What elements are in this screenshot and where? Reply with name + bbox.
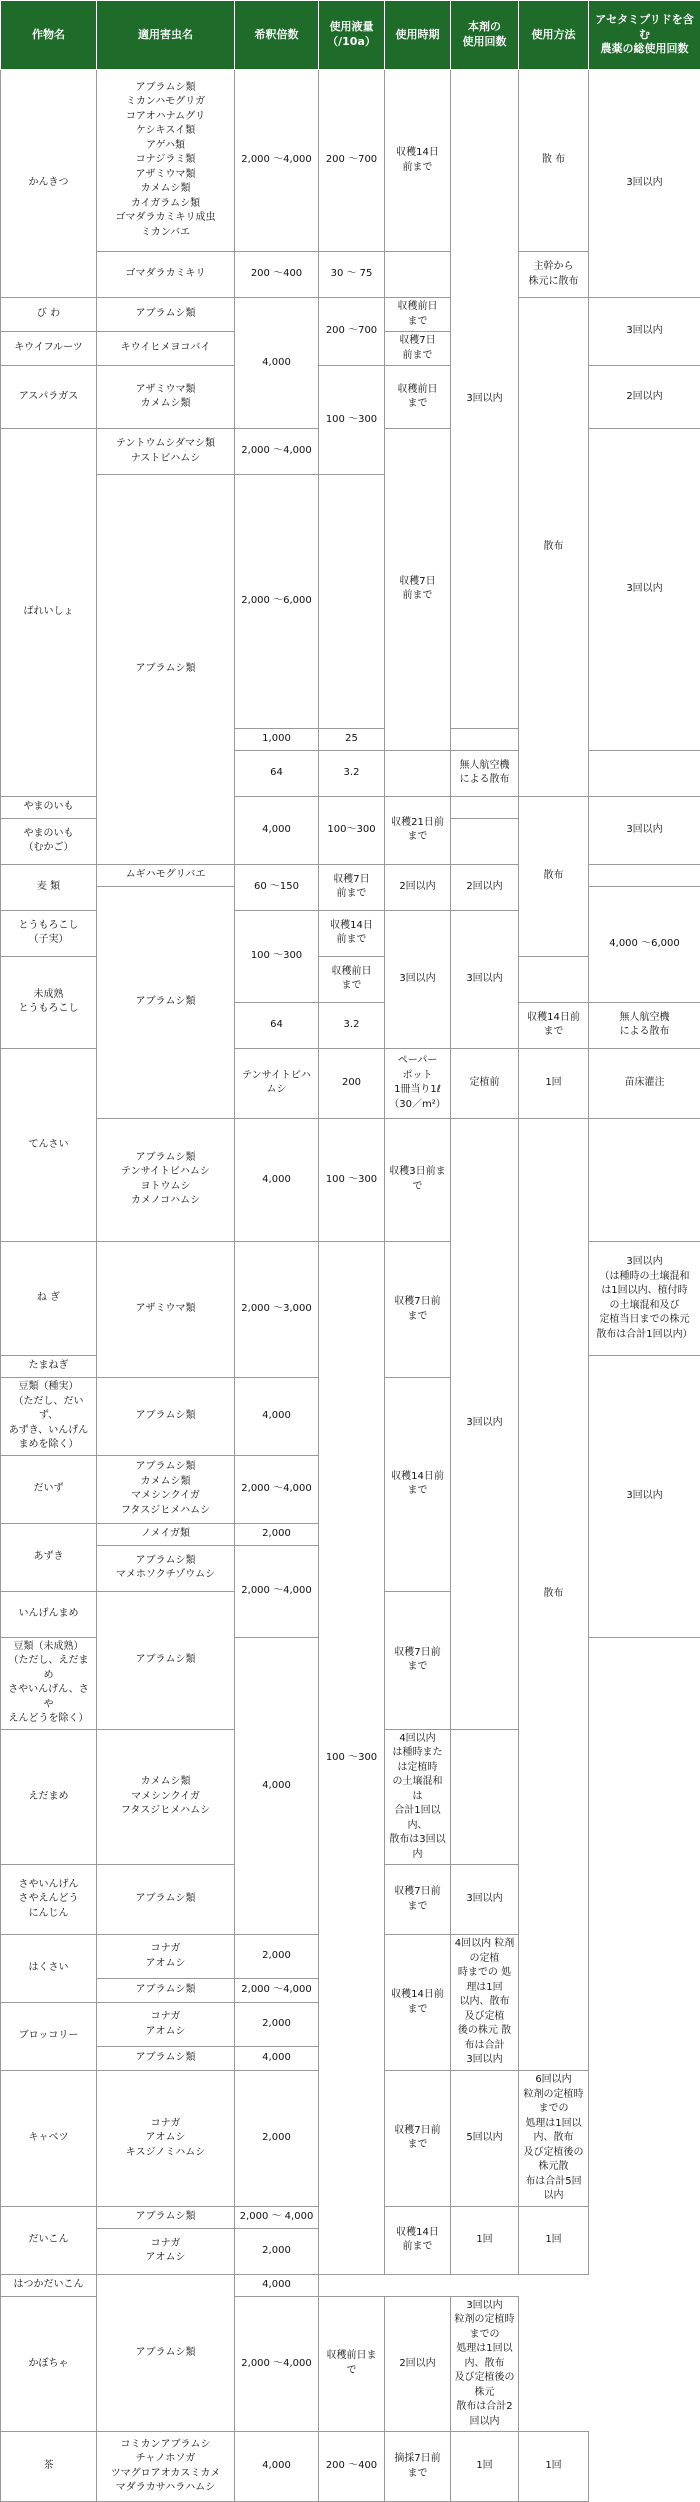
table-cell: 苗床灌注 — [589, 1048, 700, 1118]
table-cell: だいこん — [1, 2206, 97, 2274]
table-cell: 収穫14日 前まで — [385, 70, 451, 252]
table-cell: 収穫7日前 まで — [385, 2071, 451, 2207]
table-cell: 4,000 — [235, 298, 319, 429]
table-cell: 100 ～300 — [235, 910, 319, 1002]
table-cell: コナガ アオムシ — [97, 2003, 235, 2047]
table-cell — [319, 475, 385, 729]
table-cell: アブラムシ類 — [97, 298, 235, 332]
table-cell: 収穫14日 前まで — [319, 910, 385, 956]
table-cell: テントウムシダマシ類 ナストビハムシ — [97, 429, 235, 475]
table-cell: 2,000 — [235, 1523, 319, 1545]
table-cell: 散布 — [519, 796, 589, 956]
table-cell: 3.2 — [319, 750, 385, 796]
table-cell: ばれいしょ — [1, 429, 97, 797]
table-cell: 収穫7日 前まで — [385, 429, 451, 751]
table-cell: 収穫前日 まで — [385, 366, 451, 429]
table-cell: 未成熟 とうもろこし — [1, 956, 97, 1048]
table-cell: 100 ～300 — [319, 1242, 385, 2275]
table-cell: ブロッコリー — [1, 2003, 97, 2071]
table-cell: コナガ アオムシ — [97, 1935, 235, 1979]
table-cell: 2,000 ～4,000 — [235, 1545, 319, 1637]
table-row — [1, 2274, 700, 2296]
table-cell: 摘採7日前 まで — [385, 2432, 451, 2502]
table-cell: 2,000 — [235, 2003, 319, 2047]
table-cell: 100 ～300 — [319, 366, 385, 475]
table-cell: 4回以内 は種時または定植時 の土壌混和は 合計1回以内、 散布は3回以内 — [385, 1729, 451, 1865]
header-dilution: 希釈倍数 — [235, 1, 319, 70]
header-pest: 適用害虫名 — [97, 1, 235, 70]
table-cell: アブラムシ類 ミカンハモグリガ コアオハナムグリ ケシキスイ類 アゲハ類 コナジラミ類 アザミウマ類 カメムシ類 カイガラムシ類 ゴマダラカミキリ成虫 ミカンバエ — [97, 70, 235, 252]
table-cell: 2,000 ～4,000 — [235, 70, 319, 252]
table-cell: 60 ～150 — [235, 864, 319, 910]
table-row — [1, 864, 700, 886]
table-cell: 2,000 ～4,000 — [235, 2296, 319, 2432]
header-method: 使用方法 — [519, 1, 589, 70]
table-cell: キウイヒメヨコバイ — [97, 332, 235, 366]
table-cell: 2回以内 — [385, 864, 451, 910]
table-cell: 5回以内 — [451, 2071, 519, 2207]
table-cell: 無人航空機 による散布 — [451, 750, 519, 796]
table-cell: 3回以内 — [451, 70, 519, 729]
table-row — [1, 366, 700, 429]
table-cell: ゴマダラカミキリ — [97, 252, 235, 298]
table-cell: 1回 — [519, 2432, 589, 2502]
table-cell: 3回以内 — [589, 298, 700, 366]
table-cell: あずき — [1, 1523, 97, 1591]
table-cell: 主幹から 株元に散布 — [519, 252, 589, 298]
table-cell: 定植前 — [451, 1048, 519, 1118]
table-cell: 4回以内 粒剤の定植 時までの 処理は1回 以内、散布 及び定植 後の株元 散布は合計 3回以内 — [451, 1935, 519, 2071]
table-cell: 100 ～300 — [319, 1118, 385, 1242]
table-cell: 収穫7日前 まで — [385, 1865, 451, 1935]
table-cell: 3回以内 — [451, 910, 519, 1048]
table-cell: 2,000 — [235, 2071, 319, 2207]
table-cell: 豆類（種実） （ただし、だいず、 あずき、いんげん まめを除く） — [1, 1378, 97, 1456]
table-cell: 収穫7日前 まで — [385, 1591, 451, 1729]
table-body — [1, 70, 700, 2502]
table-cell: 4,000 — [235, 1378, 319, 1456]
table-cell: 散 布 — [519, 70, 589, 252]
table-cell: 1,000 — [235, 728, 319, 750]
table-cell: アブラムシ類 — [97, 1979, 235, 2003]
table-cell: 3回以内 — [385, 910, 451, 1048]
table-row — [1, 1242, 700, 1356]
table-cell: たまねぎ — [1, 1356, 97, 1378]
table-cell: ノメイガ類 — [97, 1523, 235, 1545]
table-cell: 4,000 — [235, 2274, 319, 2296]
table-cell: 茶 — [1, 2432, 97, 2502]
table-cell: 200 ～700 — [319, 298, 385, 366]
table-cell — [451, 796, 519, 818]
table-cell: とうもろこし （子実） — [1, 910, 97, 956]
table-cell: てんさい — [1, 1048, 97, 1242]
table-cell: 2回以内 — [451, 864, 519, 910]
table-cell: アブラムシ類 — [97, 475, 235, 865]
table-cell: はつかだいこん — [1, 2274, 97, 2296]
table-cell: 6回以内 粒剤の定植時までの 処理は1回以内、散布 及び定植後の株元散 布は合計5回以内 — [519, 2071, 589, 2207]
table-cell: 2,000 — [235, 2228, 319, 2274]
table-cell: 3回以内 — [589, 70, 700, 298]
table-row — [1, 2432, 700, 2502]
table-header-row — [1, 1, 700, 70]
table-cell: 2回以内 — [385, 2296, 451, 2432]
table-cell: アブラムシ類 — [97, 2047, 235, 2071]
table-cell: 収穫7日 前まで — [319, 864, 385, 910]
table-cell: アブラムシ類 — [97, 1591, 235, 1729]
table-cell: かんきつ — [1, 70, 97, 298]
table-cell: アブラムシ類 — [97, 886, 235, 1118]
table-cell: 2,000 — [235, 1935, 319, 1979]
table-cell: アブラムシ類 — [97, 2206, 235, 2228]
table-cell: 200 — [319, 1048, 385, 1118]
table-cell: 収穫前日ま で — [319, 2296, 385, 2432]
table-cell: さやいんげん さやえんどう にんじん — [1, 1865, 97, 1935]
table-cell: 64 — [235, 1002, 319, 1048]
table-cell: 3回以内 — [451, 1118, 519, 1729]
table-cell: 1回 — [451, 2432, 519, 2502]
table-row — [1, 1118, 700, 1242]
table-cell: 100～300 — [319, 796, 385, 864]
table-cell: 2回以内 — [589, 366, 700, 429]
table-cell: アスパラガス — [1, 366, 97, 429]
table-row — [1, 298, 700, 332]
table-cell: 収穫14日前 まで — [385, 1378, 451, 1592]
table-cell: 3回以内 粒剤の定植時までの 処理は1回以内、散布 及び定植後の株元 散布は合計2回以内 — [451, 2296, 519, 2432]
table-cell: カメムシ類 マメシンクイガ フタスジヒメハムシ — [97, 1729, 235, 1865]
table-cell: 散布 — [519, 298, 589, 797]
table-cell: 3回以内 — [589, 429, 700, 751]
table-cell: 無人航空機 による散布 — [589, 1002, 700, 1048]
header-volume: 使用液量 （/10a） — [319, 1, 385, 70]
table-cell: ペーパー ポット 1冊当り1ℓ （30／m²） — [385, 1048, 451, 1118]
table-cell: アブラムシ類 マメホソクチゾウムシ — [97, 1545, 235, 1591]
table-cell: 1回 — [519, 2206, 589, 2274]
table-cell: アブラムシ類 カメムシ類 マメシンクイガ フタスジヒメハムシ — [97, 1455, 235, 1523]
table-cell: アブラムシ類 — [97, 2274, 235, 2432]
table-cell: 収穫3日前ま で — [385, 1118, 451, 1242]
table-cell: 収穫21日前 まで — [385, 796, 451, 864]
table-cell: 散布 — [519, 1118, 589, 2071]
table-cell: 1回 — [519, 1048, 589, 1118]
table-cell: えだまめ — [1, 1729, 97, 1865]
table-cell: キウイフルーツ — [1, 332, 97, 366]
table-cell: いんげんまめ — [1, 1591, 97, 1637]
table-cell: 4,000 ～6,000 — [589, 886, 700, 1002]
table-cell: アブラムシ類 テンサイトビハムシ ヨトウムシ カメノコハムシ — [97, 1118, 235, 1242]
table-cell: 収穫7日 前まで — [385, 332, 451, 366]
table-cell: コナガ アオムシ — [97, 2228, 235, 2274]
table-cell: 30 ～ 75 — [319, 252, 385, 298]
table-cell: 2,000 ～4,000 — [235, 1979, 319, 2003]
table-cell — [385, 750, 451, 796]
table-cell: 25 — [319, 728, 385, 750]
table-cell: 2,000 ～3,000 — [235, 1242, 319, 1378]
table-cell: アブラムシ類 — [97, 1378, 235, 1456]
table-cell: 収穫前日 まで — [385, 298, 451, 332]
table-cell: やまのいも — [1, 796, 97, 818]
table-cell: 3回以内 — [451, 1865, 519, 1935]
table-cell: 麦 類 — [1, 864, 97, 910]
table-cell: 3回以内 — [589, 1356, 700, 1638]
table-cell: 収穫前日 まで — [319, 956, 385, 1002]
table-cell: 2,000 ～6,000 — [235, 475, 319, 729]
table-cell: 4,000 — [235, 1637, 319, 1935]
table-cell: テンサイトビハムシ — [235, 1048, 319, 1118]
table-cell: 4,000 — [235, 2432, 319, 2502]
table-cell: び わ — [1, 298, 97, 332]
table-cell: 3回以内 （は種時の土壌混和 は1回以内、植付時 の土壌混和及び 定植当日までの株元 散布は合計1回以内） — [589, 1242, 700, 1356]
header-timing: 使用時期 — [385, 1, 451, 70]
header-total-count: アセタミプリドを含む 農薬の総使用回数 — [589, 1, 700, 70]
table-cell: 収穫14日前 まで — [519, 1002, 589, 1048]
table-cell: 2,000 ～4,000 — [235, 1455, 319, 1523]
table-cell: はくさい — [1, 1935, 97, 2003]
table-cell: 200 ～400 — [319, 2432, 385, 2502]
table-cell: やまのいも （むかご） — [1, 818, 97, 864]
table-cell: 3.2 — [319, 1002, 385, 1048]
table-cell: 200 ～400 — [235, 252, 319, 298]
table-cell: アザミウマ類 — [97, 1242, 235, 1378]
table-cell: ね ぎ — [1, 1242, 97, 1356]
table-cell: 3回以内 — [589, 796, 700, 864]
table-cell: アブラムシ類 — [97, 1865, 235, 1935]
table-cell: ムギハモグリバエ — [97, 864, 235, 886]
table-cell: 2,000 ～4,000 — [235, 429, 319, 475]
table-cell: かぼちゃ — [1, 2296, 97, 2432]
table-cell: アザミウマ類 カメムシ類 — [97, 366, 235, 429]
table-cell: だいず — [1, 1455, 97, 1523]
table-cell: 4,000 — [235, 796, 319, 864]
table-cell: 2,000 ～ 4,000 — [235, 2206, 319, 2228]
table-cell: 200 ～700 — [319, 70, 385, 252]
table-cell: コミカンアブラムシ チャノホソガ ツマグロアオカスミカメ マダラカサハラハムシ — [97, 2432, 235, 2502]
table-row — [1, 70, 700, 252]
table-cell: 収穫7日前 まで — [385, 1242, 451, 1378]
table-cell: 1回 — [451, 2206, 519, 2274]
table-cell: コナガ アオムシ キスジノミハムシ — [97, 2071, 235, 2207]
table-cell: 豆類（未成熟） （ただし、えだまめ さやいんげん、さや えんどうを除く） — [1, 1637, 97, 1729]
table-cell: 4,000 — [235, 1118, 319, 1242]
table-cell: 4,000 — [235, 2047, 319, 2071]
header-count: 本剤の 使用回数 — [451, 1, 519, 70]
table-cell: 収穫14日前 まで — [385, 1935, 451, 2071]
table-cell: 収穫14日 前まで — [385, 2206, 451, 2274]
header-crop: 作物名 — [1, 1, 97, 70]
table-cell: キャベツ — [1, 2071, 97, 2207]
table-cell: 64 — [235, 750, 319, 796]
table-cell — [385, 252, 451, 298]
